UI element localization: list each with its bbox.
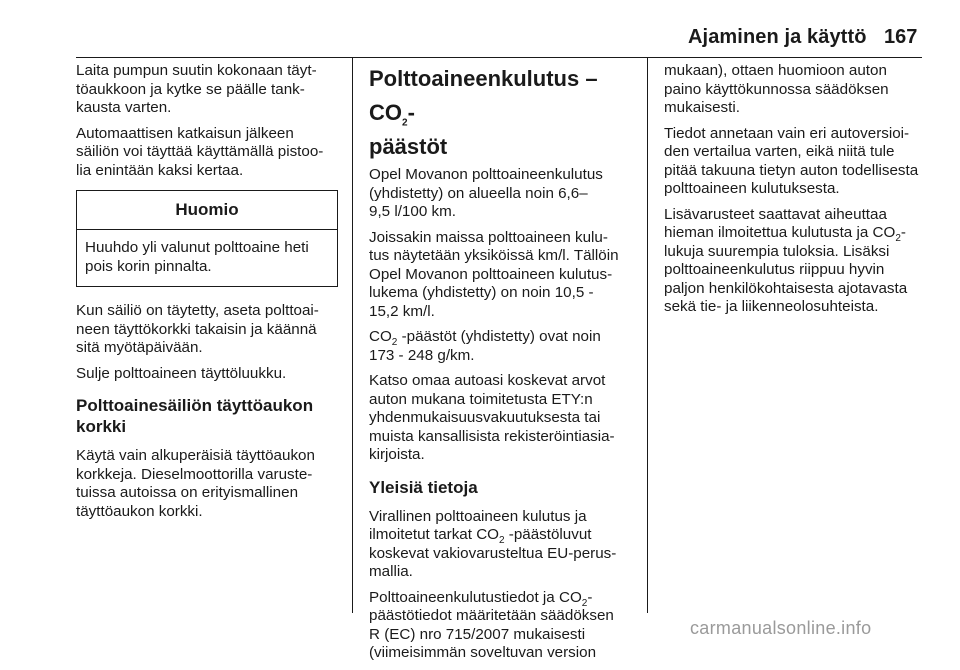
subheading: Yleisiä tietoja: [369, 477, 478, 497]
notice-title: Huomio: [77, 191, 337, 230]
notice-box: [76, 190, 338, 287]
column-1: [76, 62, 346, 528]
column-2: [369, 62, 641, 670]
section-title: Ajaminen ja käyttö: [688, 26, 867, 48]
paragraph: Sulje polttoaineen täyttöluukku.: [76, 364, 287, 382]
paragraph: Tiedot annetaan vain eri autoversioi- den vertailua varten, eikä niitä tule pitää takuuna tietyn auton todellisesta polttoaineen kulutuksesta.: [664, 124, 919, 197]
paragraph: Polttoaineenkulutustiedot ja $CO_2-$ päästötiedot määritetään säädöksen R (EC) nro 715/2007 mukaisesti (viimeisimmän soveltuvan version: [369, 588, 614, 661]
subheading: Polttoainesäiliön täyttöaukon korkki: [76, 396, 314, 436]
paragraph: Virallinen polttoaineen kulutus ja ilmoitetut tarkat $CO_2$ -päästöluvut koskevat vakiovarusteltua EU-perus- mallia.: [369, 507, 617, 580]
section-heading: Polttoaineenkulutus – $CO_2-$ päästöt: [369, 66, 598, 159]
column-divider: [647, 58, 648, 613]
paragraph: Joissakin maissa polttoaineen kulu- tus näytetään yksiköissä km/l. Tällöin Opel Movanon polttoaineen kulutus- lukema (yhdistetty) on noin 10,5 - 15,2 km/l.: [369, 228, 619, 320]
column-3: [664, 62, 954, 324]
column-divider: [352, 58, 353, 613]
paragraph: Käytä vain alkuperäisiä täyttöaukon korkkeja. Dieselmoottorilla varuste- tuissa autoissa on erityismallinen täyttöaukon korkki.: [76, 447, 315, 520]
paragraph: mukaan), ottaen huomioon auton paino käyttökunnossa säädöksen mukaisesti.: [664, 62, 889, 116]
page-number: 167: [884, 26, 918, 48]
paragraph: Lisävarusteet saattavat aiheuttaa hieman ilmoitettua kulutusta ja $CO_2-$ lukuja suurempia tuloksia. Lisäksi polttoaineenkulutus riippuu hyvin paljon henkilökohtaisesta ajotavasta sekä tie- ja liikenneolosuhteista.: [664, 205, 908, 315]
paragraph: Laita pumpun suutin kokonaan täyt- töaukkoon ja kytke se päälle tank- kausta varten.: [76, 62, 317, 116]
notice-body: Huuhdo yli valunut polttoaine heti pois korin pinnalta.: [85, 239, 309, 275]
header-rule: [76, 57, 922, 58]
paragraph: Katso omaa autoasi koskevat arvot auton mukana toimitetusta ETY:n yhdenmukaisuusvakuutuksesta tai muista kansallisista rekisteröintiasia- kirjoista.: [369, 372, 615, 463]
paragraph: $CO_2$ -päästöt (yhdistetty) ovat noin 173 - 248 g/km.: [369, 328, 601, 364]
watermark-link[interactable]: carmanualsonline.info: [690, 618, 872, 638]
paragraph: Opel Movanon polttoaineenkulutus (yhdistetty) on alueella noin 6,6– 9,5 l/100 km.: [369, 166, 603, 220]
paragraph: Automaattisen katkaisun jälkeen säiliön voi täyttää käyttämällä pistoo- lia enintään kaksi kertaa.: [76, 124, 324, 179]
paragraph: Kun säiliö on täytetty, aseta polttoai- neen täyttökorkki takaisin ja käännä sitä myötäpäivään.: [76, 302, 319, 356]
